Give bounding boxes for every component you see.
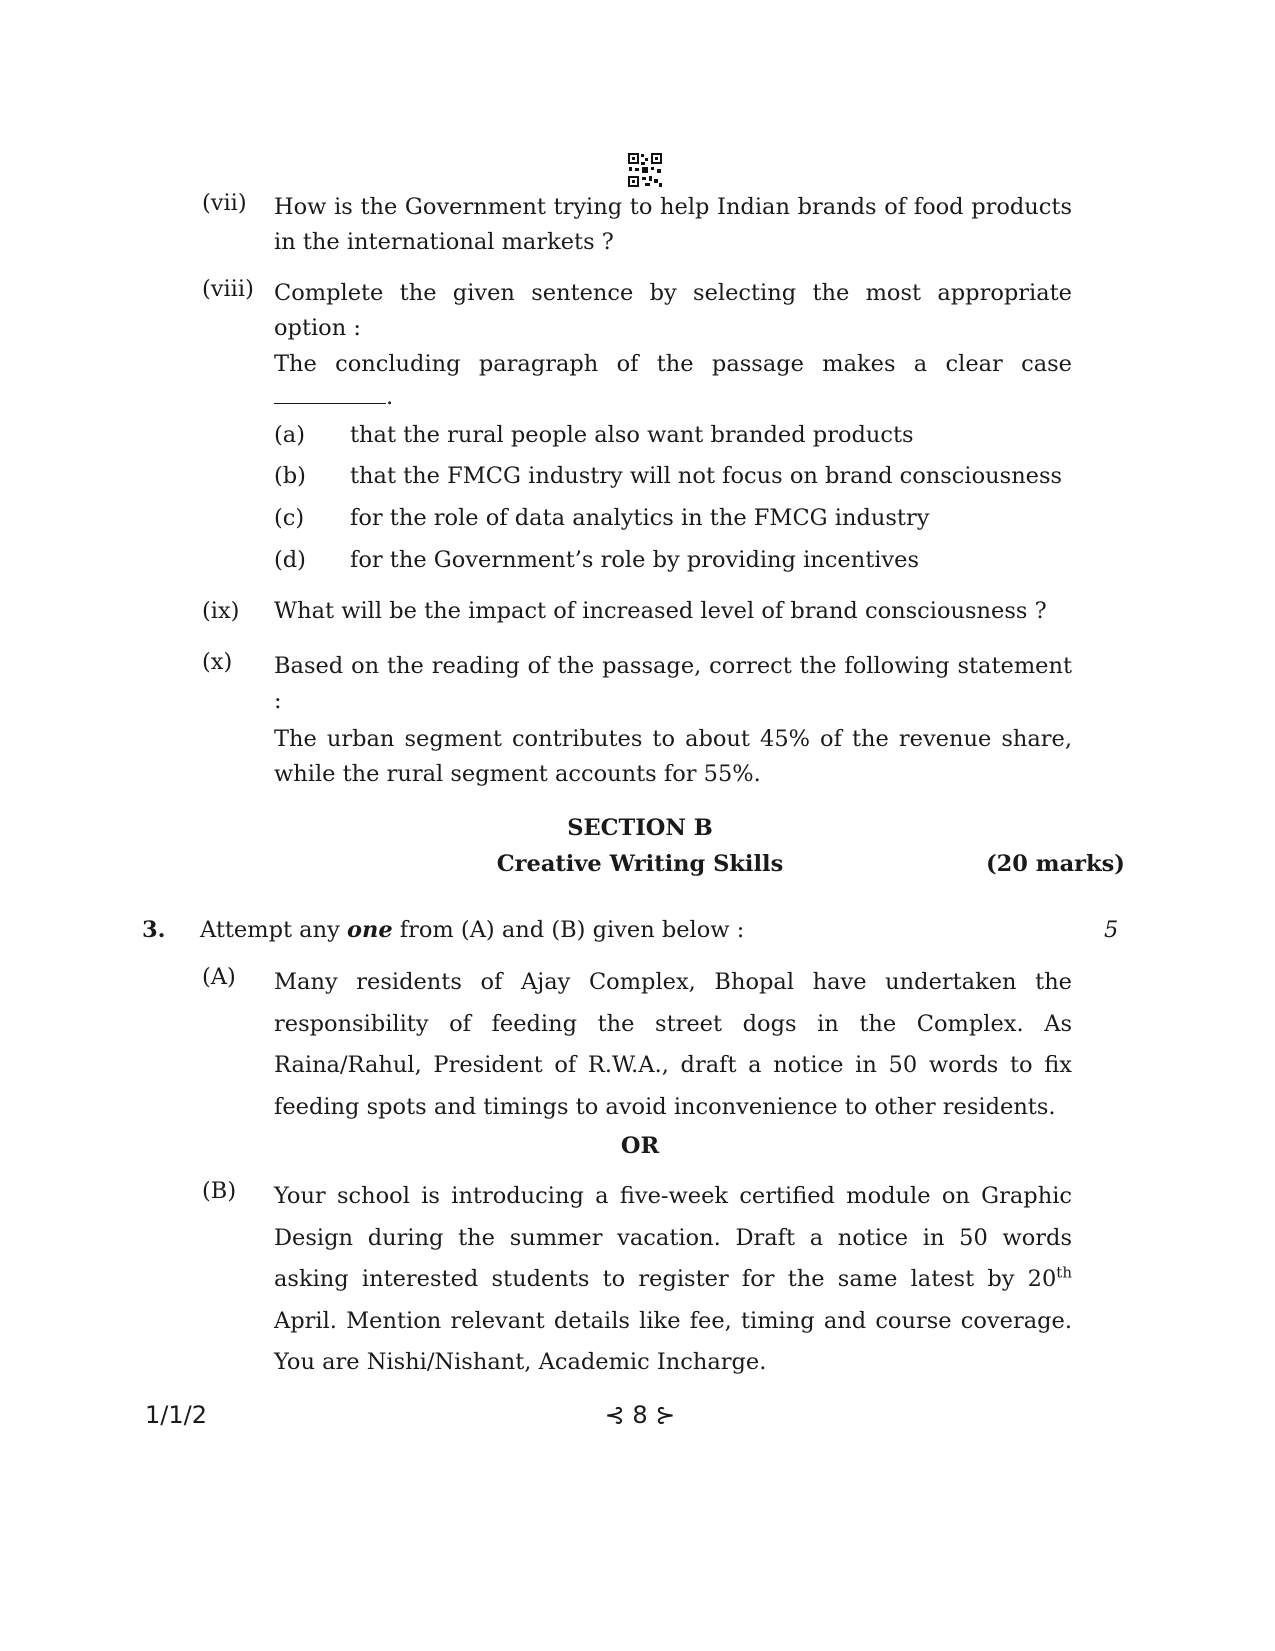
ornament-icon: ⊰	[604, 1401, 625, 1429]
question-statement: The urban segment contributes to about 45% of the revenue share, while the rural segment accounts for 55%.	[274, 726, 1072, 787]
question-intro: Attempt any one from (A) and (B) given below :	[200, 917, 745, 943]
paper-code: 1/1/2	[145, 1401, 207, 1429]
option-text: that the FMCG industry will not focus on brand consciousness	[350, 463, 1063, 489]
option-text: for the role of data analytics in the FMCG industry	[350, 505, 930, 531]
option-text: that the rural people also want branded products	[350, 422, 914, 448]
question-number: (vii)	[202, 190, 247, 216]
question-number: (x)	[202, 649, 233, 675]
option-text: Your school is introducing a five-week certified module on Graphic Design during the summer vacation. Draft a notice in 50 words asking interested students to register for the same latest by 20th April. Mention relevant details like fee, timing and course coverage. You are Nishi/Nishant, Academic Incharge.	[274, 1183, 1072, 1375]
question-stem: The concluding paragraph of the passage makes a clear case	[274, 351, 1072, 377]
answer-blank: .	[274, 380, 393, 415]
option-text: Many residents of Ajay Complex, Bhopal have undertaken the responsibility of feeding the street dogs in the Complex. As Raina/Rahul, President of R.W.A., draft a notice in 50 words to fix feeding spots and timings to avoid inconvenience to other residents.	[274, 969, 1072, 1120]
question-number: (ix)	[202, 598, 240, 624]
question-text: Based on the reading of the passage, correct the following statement :	[274, 653, 1072, 714]
question-text: What will be the impact of increased level of brand consciousness ?	[274, 598, 1047, 624]
section-marks: (20 marks)	[986, 851, 1125, 877]
or-separator: OR	[620, 1133, 660, 1159]
option-label: (b)	[274, 463, 306, 489]
option-label: (B)	[202, 1178, 237, 1204]
page-number: ⊰ 8 ⊱	[604, 1401, 676, 1429]
section-title: SECTION B	[567, 815, 713, 841]
section-subtitle: Creative Writing Skills	[496, 851, 784, 877]
question-number: (viii)	[202, 276, 254, 302]
ornament-icon: ⊱	[655, 1401, 676, 1429]
option-label: (d)	[274, 547, 306, 573]
option-text: for the Government’s role by providing incentives	[350, 547, 920, 573]
question-text: How is the Government trying to help Indian brands of food products in the international markets ?	[274, 194, 1072, 255]
option-label: (A)	[202, 964, 236, 990]
question-number: 3.	[142, 917, 166, 943]
option-label: (a)	[274, 422, 305, 448]
qr-code-icon	[627, 152, 663, 188]
question-text: Complete the given sentence by selecting the most appropriate option :	[274, 280, 1072, 341]
question-marks: 5	[1104, 917, 1119, 943]
option-label: (c)	[274, 505, 305, 531]
